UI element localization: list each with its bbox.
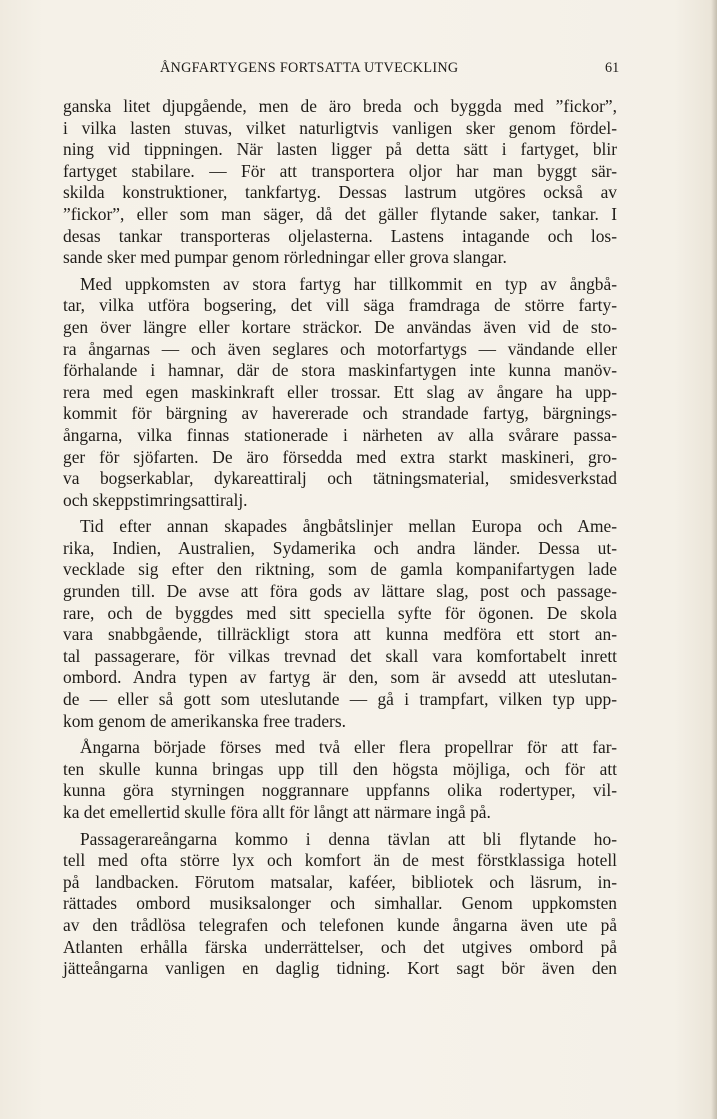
text-line: gen över längre eller kortare sträckor. De användas även vid de sto-: [63, 316, 617, 337]
text-line: rera med egen maskinkraft eller trossar. Ett slag av ångare ha upp-: [63, 381, 617, 402]
text-line: kom genom de amerikanska free traders.: [63, 710, 346, 731]
text-line: Atlanten erhålla färska underrättelser, och det utgives ombord på: [63, 936, 617, 957]
text-line: rättades ombord musiksalonger och simhallar. Genom uppkomsten: [63, 893, 617, 914]
text-line: va bogserkablar, dykareattiralj och tätningsmaterial, smidesverkstad: [63, 468, 617, 489]
text-line: förhalande i hamnar, där de stora maskinfartygen inte kunna manöv-: [63, 360, 617, 381]
running-head: [0, 60, 717, 80]
paragraph: [63, 274, 617, 512]
text-line: sande sker med pumpar genom rörledningar eller grova slangar.: [63, 247, 507, 268]
text-line: Med uppkomsten av stora fartyg har tillkommit en typ av ångbå-: [80, 273, 617, 294]
text-line: kunna göra styrningen noggrannare uppfanns olika rodertyper, vil-: [63, 780, 617, 801]
paragraph: [63, 737, 617, 823]
text-line: desas tankar transporteras oljelasterna. Lastens intagande och los-: [63, 225, 617, 246]
text-line: i vilka lasten stuvas, vilket naturligtvis vanligen sker genom fördel-: [63, 117, 617, 138]
text-line: fartyget stabilare. — För att transportera oljor har man byggt sär-: [63, 160, 617, 181]
text-line: på landbacken. Förutom matsalar, kaféer, bibliotek och läsrum, in-: [63, 871, 617, 892]
text-line: tal passagerare, för vilkas trevnad det skall vara komfortabelt inrett: [63, 645, 617, 666]
text-line: ”fickor”, eller som man säger, då det gäller flytande saker, tankar. I: [63, 203, 617, 224]
text-line: grunden till. De avse att föra gods av lättare slag, post och passage-: [63, 581, 617, 602]
text-line: jätteångarna vanligen en daglig tidning. Kort sagt bör även den: [63, 958, 617, 979]
text-line: ombord. Andra typen av fartyg är den, som är avsedd att uteslutan-: [63, 667, 617, 688]
text-line: och skeppstimringsattiralj.: [63, 489, 248, 510]
page-number: 61: [605, 60, 620, 76]
running-title: ÅNGFARTYGENS FORTSATTA UTVECKLING: [160, 60, 459, 76]
text-line: av den trådlösa telegrafen och telefonen kunde ångarna även ute på: [63, 914, 617, 935]
text-line: vecklade sig efter den riktning, som de gamla kompanifartygen lade: [63, 559, 617, 580]
text-line: rare, och de byggdes med sitt speciella syfte för ögonen. De skola: [63, 602, 617, 623]
paragraph: [63, 96, 617, 269]
text-line: Ångarna började förses med två eller flera propellrar för att far-: [80, 737, 617, 758]
text-line: Passagerareångarna kommo i denna tävlan att bli flytande ho-: [80, 828, 617, 849]
text-line: vara snabbgående, tillräckligt stora att kunna medföra ett stort an-: [63, 624, 617, 645]
text-line: ten skulle kunna bringas upp till den högsta möjliga, och för att: [63, 758, 617, 779]
text-line: ger för sjöfarten. De äro försedda med extra starkt maskineri, gro-: [63, 446, 617, 467]
text-line: ka det emellertid skulle föra allt för långt att närmare ingå på.: [63, 802, 491, 822]
text-line: rika, Indien, Australien, Sydamerika och andra länder. Dessa ut-: [63, 537, 617, 558]
text-line: Tid efter annan skapades ångbåtslinjer mellan Europa och Ame-: [80, 516, 617, 537]
text-line: ra ångarnas — och även seglares och motorfartygs — vändande eller: [63, 338, 617, 359]
text-line: skilda konstruktioner, tankfartyg. Dessas lastrum utgöres också av: [63, 182, 617, 203]
body-text: [63, 96, 617, 985]
text-line: tell med ofta större lyx och komfort än de mest förstklassiga hotell: [63, 850, 617, 871]
page-edge-shadow: [711, 0, 717, 1119]
paragraph: [63, 829, 617, 980]
text-line: de — eller så gott som uteslutande — gå i trampfart, vilken typ upp-: [63, 689, 617, 710]
text-line: ångarna, vilka finnas stationerade i närheten av alla svårare passa-: [63, 424, 617, 445]
paragraph: [63, 516, 617, 732]
text-line: ning vid tippningen. När lasten ligger på detta sätt i fartyget, blir: [63, 139, 617, 160]
text-line: tar, vilka utföra bogsering, det vill säga framdraga de större farty-: [63, 295, 617, 316]
text-line: ganska litet djupgående, men de äro breda och byggda med ”fickor”,: [63, 96, 617, 116]
text-line: kommit för bärgning av havererade och strandade fartyg, bärgnings-: [63, 403, 617, 424]
